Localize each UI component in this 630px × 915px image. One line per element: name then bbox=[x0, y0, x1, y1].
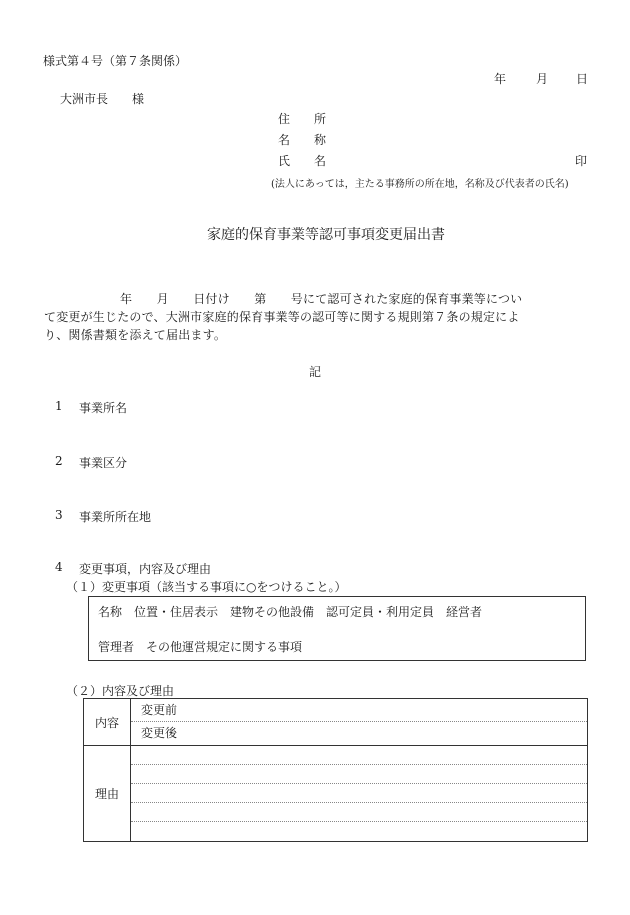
recipient: 大洲市長 様 bbox=[60, 92, 145, 106]
item-1-number: 1 bbox=[55, 399, 63, 413]
before-label: 変更前 bbox=[141, 703, 178, 717]
seal-mark: 印 bbox=[575, 154, 588, 168]
item-1-label: 事業所名 bbox=[79, 401, 128, 415]
document-title: 家庭的保育事業等認可事項変更届出書 bbox=[207, 227, 445, 243]
reason-line bbox=[131, 746, 587, 765]
change-items-box bbox=[88, 596, 586, 661]
reason-field[interactable] bbox=[131, 746, 588, 842]
reason-line bbox=[131, 784, 587, 803]
reason-label: 理由 bbox=[84, 746, 131, 842]
item-4-label: 変更事項，内容及び理由 bbox=[79, 562, 212, 576]
address-label: 住 所 bbox=[278, 112, 327, 126]
reason-line bbox=[131, 765, 587, 784]
content-reason-table bbox=[83, 698, 588, 842]
after-field[interactable] bbox=[131, 722, 587, 745]
section-2-heading: （２）内容及び理由 bbox=[66, 684, 175, 698]
change-options-line-1[interactable]: 名称 位置・住居表示 建物その他設備 認可定員・利用定員 経営者 bbox=[98, 605, 483, 619]
body-line-3: り、関係書類を添えて届出ます。 bbox=[44, 328, 227, 342]
reason-line bbox=[131, 803, 587, 822]
body-line-1: 年 月 日付け 第 号にて認可された家庭的保育事業等につい bbox=[120, 292, 523, 306]
item-4-number: 4 bbox=[55, 560, 63, 574]
date-month: 月 bbox=[536, 72, 549, 86]
ki-mark: 記 bbox=[309, 365, 322, 379]
change-options-line-2[interactable]: 管理者 その他運営規定に関する事項 bbox=[98, 640, 303, 654]
person-label: 氏 名 bbox=[278, 154, 327, 168]
item-2-number: 2 bbox=[55, 454, 63, 468]
name-label: 名 称 bbox=[278, 133, 327, 147]
body-line-2: て変更が生じたので、大洲市家庭的保育事業等の認可等に関する規則第７条の規定によ bbox=[44, 310, 520, 324]
date-year: 年 bbox=[494, 72, 507, 86]
reason-line bbox=[131, 822, 587, 841]
form-id: 様式第４号（第７条関係） bbox=[43, 54, 188, 68]
content-label: 内容 bbox=[84, 699, 131, 746]
item-3-label: 事業所所在地 bbox=[79, 510, 152, 524]
applicant-note: (法人にあっては，主たる事務所の所在地，名称及び代表者の氏名) bbox=[271, 179, 569, 190]
after-label: 変更後 bbox=[141, 726, 178, 740]
date-day: 日 bbox=[576, 72, 589, 86]
item-3-number: 3 bbox=[55, 508, 63, 522]
item-2-label: 事業区分 bbox=[79, 456, 128, 470]
content-cell bbox=[131, 699, 588, 746]
section-1-heading: （１）変更事項（該当する事項に○をつけること。） bbox=[66, 580, 347, 594]
before-field[interactable] bbox=[131, 699, 587, 722]
